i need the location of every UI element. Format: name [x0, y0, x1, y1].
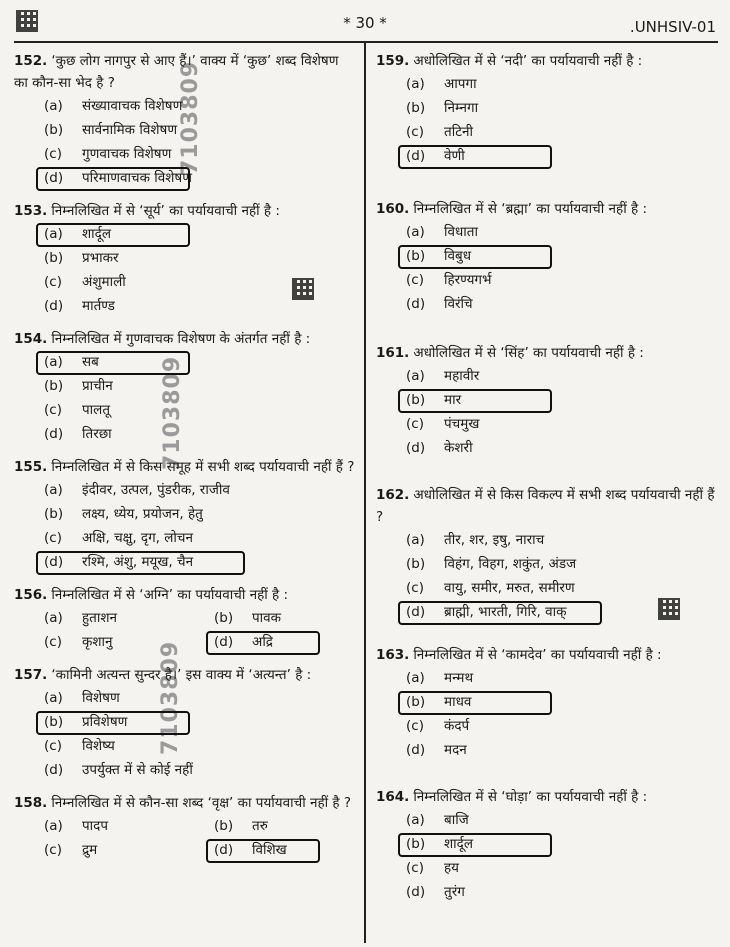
- question-162: 162. अधोलिखित में से किस विकल्प में सभी शब्द पर्यायवाची नहीं हैं ? (a) तीर, शर, इषु, नाराच (b) विहंग, विहग, शकुंत, अंडज (c) वायु, समीर, मरुत, समीरण (d) ब्राह्मी, भारती, गिरि, वाक्: [376, 484, 718, 624]
- option-marked[interactable]: (b) माधव: [376, 690, 718, 714]
- question-159: 159. अधोलिखित में से ‘नदी’ का पर्यायवाची नहीं है : (a) आपगा (b) निम्नगा (c) तटिनी (d) वेणी: [376, 50, 718, 168]
- question-155: 155. निम्नलिखित में से किस समूह में सभी शब्द पर्यायवाची नहीं हैं ? (a) इंदीवर, उत्पल, पुंडरीक, राजीव (b) लक्ष्य, ध्येय, प्रयोजन, हेतु (c) अक्षि, चक्षु, दृग, लोचन (d) रश्मि, अंशु, मयूख, चैन: [14, 456, 356, 574]
- option-marked[interactable]: (b) प्रविशेषण: [14, 710, 356, 734]
- option[interactable]: (a) इंदीवर, उत्पल, पुंडरीक, राजीव: [44, 482, 230, 498]
- question-text: अधोलिखित में से ‘सिंह’ का पर्यायवाची नहीं है :: [413, 345, 644, 361]
- option-marked[interactable]: (b) शार्दूल: [376, 832, 718, 856]
- serial-stamp: 7103809: [178, 60, 203, 175]
- question-164: 164. निम्नलिखित में से ‘घोड़ा’ का पर्यायवाची नहीं है : (a) बाजि (b) शार्दूल (c) हय (d) तुरंग: [376, 786, 718, 904]
- option[interactable]: (b) लक्ष्य, ध्येय, प्रयोजन, हेतु: [44, 506, 203, 522]
- option-marked[interactable]: (b) विबुध: [376, 244, 718, 268]
- question-160: 160. निम्नलिखित में से ‘ब्रह्मा’ का पर्यायवाची नहीं है : (a) विधाता (b) विबुध (c) हिरण्यगर्भ (d) विरंचि: [376, 198, 718, 316]
- option[interactable]: (a) विशेषण: [44, 690, 120, 706]
- question-text: निम्नलिखित में गुणवाचक विशेषण के अंतर्गत नहीं है :: [51, 331, 311, 347]
- option[interactable]: (c) पंचमुख: [406, 416, 480, 432]
- question-157: 157. ‘कामिनी अत्यन्त सुन्दर है।’ इस वाक्य में ‘अत्यन्त’ है : (a) विशेषण (b) प्रविशेषण (c) विशेष्य (d) उपर्युक्त में से कोई नहीं: [14, 664, 356, 782]
- option[interactable]: (d) मार्तण्ड: [44, 298, 115, 314]
- option[interactable]: (a) मन्मथ: [406, 670, 474, 686]
- option-marked[interactable]: (d) वेणी: [376, 144, 718, 168]
- column-divider: [364, 43, 366, 943]
- option-marked[interactable]: (d) अद्रि: [184, 630, 354, 654]
- serial-stamp: 7103809: [160, 355, 185, 470]
- option[interactable]: (b) निम्नगा: [406, 100, 479, 116]
- question-text: अधोलिखित में से ‘नदी’ का पर्यायवाची नहीं है :: [413, 53, 643, 69]
- question-text: निम्नलिखित में से कौन-सा शब्द ‘वृक्ष’ का पर्यायवाची नहीं है ?: [51, 795, 352, 811]
- option[interactable]: (c) वायु, समीर, मरुत, समीरण: [406, 580, 575, 596]
- option[interactable]: (d) मदन: [406, 742, 467, 758]
- header-divider: [14, 41, 718, 43]
- option[interactable]: (c) हिरण्यगर्भ: [406, 272, 492, 288]
- option-marked[interactable]: (d) रश्मि, अंशु, मयूख, चैन: [14, 550, 356, 574]
- option[interactable]: (a) महावीर: [406, 368, 480, 384]
- left-column: [14, 50, 356, 872]
- option[interactable]: (c) कंदर्प: [406, 718, 470, 734]
- question-text: निम्नलिखित में से ‘कामदेव’ का पर्यायवाची नहीं है :: [413, 647, 662, 663]
- option[interactable]: (d) तिरछा: [44, 426, 112, 442]
- option-marked[interactable]: (b) मार: [376, 388, 718, 412]
- option[interactable]: (b) प्राचीन: [44, 378, 113, 394]
- option[interactable]: (d) केशरी: [406, 440, 473, 456]
- option[interactable]: (c) विशेष्य: [44, 738, 115, 754]
- option[interactable]: (d) विरंचि: [406, 296, 473, 312]
- option[interactable]: (b) प्रभाकर: [44, 250, 119, 266]
- question-153: 153. निम्नलिखित में से ‘सूर्य’ का पर्यायवाची नहीं है : (a) शार्दूल (b) प्रभाकर (c) अंशुमाली (d) मार्तण्ड: [14, 200, 356, 318]
- question-text: निम्नलिखित में से ‘सूर्य’ का पर्यायवाची नहीं है :: [51, 203, 280, 219]
- option[interactable]: (a) हुताशन: [44, 610, 118, 626]
- question-163: 163. निम्नलिखित में से ‘कामदेव’ का पर्यायवाची नहीं है : (a) मन्मथ (b) माधव (c) कंदर्प (d) मदन: [376, 644, 718, 762]
- option[interactable]: (d) तुरंग: [406, 884, 465, 900]
- option[interactable]: (b) तरु: [214, 818, 268, 834]
- right-column: [376, 50, 718, 914]
- option[interactable]: (b) सार्वनामिक विशेषण: [44, 122, 178, 138]
- option[interactable]: (d) उपर्युक्त में से कोई नहीं: [44, 762, 193, 778]
- option[interactable]: (c) गुणवाचक विशेषण: [44, 146, 172, 162]
- option[interactable]: (a) पादप: [44, 818, 109, 834]
- option[interactable]: (c) द्रुम: [44, 842, 98, 858]
- question-152: 152. ‘कुछ लोग नागपुर से आए हैं।’ वाक्य में ‘कुछ’ शब्द विशेषण का कौन-सा भेद है ? (a) संख्यावाचक विशेषण (b) सार्वनामिक विशेषण (c) गुणवाचक विशेषण (d) परिमाणवाचक विशेषण: [14, 50, 356, 190]
- question-text: ‘कुछ लोग नागपुर से आए हैं।’ वाक्य में ‘कुछ’ शब्द विशेषण का कौन-सा भेद है ?: [14, 53, 339, 91]
- question-154: 154. निम्नलिखित में गुणवाचक विशेषण के अंतर्गत नहीं है : (a) सब (b) प्राचीन (c) पालतू (d) तिरछा: [14, 328, 356, 446]
- option[interactable]: (a) आपगा: [406, 76, 477, 92]
- option[interactable]: (c) तटिनी: [406, 124, 473, 140]
- question-text: ‘कामिनी अत्यन्त सुन्दर है।’ इस वाक्य में ‘अत्यन्त’ है :: [51, 667, 312, 683]
- question-text: निम्नलिखित में से ‘घोड़ा’ का पर्यायवाची नहीं है :: [413, 789, 648, 805]
- question-156: 156. निम्नलिखित में से ‘अग्नि’ का पर्यायवाची नहीं है : (a) हुताशन (b) पावक (c) कृशानु (d) अद्रि: [14, 584, 356, 654]
- option[interactable]: (a) संख्यावाचक विशेषण: [44, 98, 183, 114]
- question-text: निम्नलिखित में से ‘अग्नि’ का पर्यायवाची नहीं है :: [51, 587, 289, 603]
- question-text: अधोलिखित में से किस विकल्प में सभी शब्द पर्यायवाची नहीं हैं ?: [376, 487, 715, 525]
- option[interactable]: (c) हय: [406, 860, 459, 876]
- option-marked[interactable]: (a) शार्दूल: [14, 222, 356, 246]
- option[interactable]: (c) पालतू: [44, 402, 111, 418]
- option[interactable]: (b) पावक: [214, 610, 282, 626]
- paper-code: .UNHSIV-01: [629, 18, 716, 36]
- option-marked[interactable]: (d) विशिख: [184, 838, 354, 862]
- option[interactable]: (a) विधाता: [406, 224, 478, 240]
- option[interactable]: (c) अंशुमाली: [44, 274, 126, 290]
- option-marked[interactable]: (a) सब: [14, 350, 356, 374]
- option-marked[interactable]: (d) परिमाणवाचक विशेषण: [14, 166, 356, 190]
- option-marked[interactable]: (d) ब्राह्मी, भारती, गिरि, वाक्: [376, 600, 718, 624]
- question-158: 158. निम्नलिखित में से कौन-सा शब्द ‘वृक्ष’ का पर्यायवाची नहीं है ? (a) पादप (b) तरु (c) द्रुम (d) विशिख: [14, 792, 356, 862]
- option[interactable]: (c) अक्षि, चक्षु, दृग, लोचन: [44, 530, 193, 546]
- option[interactable]: (b) विहंग, विहग, शकुंत, अंडज: [406, 556, 577, 572]
- option[interactable]: (a) तीर, शर, इषु, नाराच: [406, 532, 545, 548]
- question-161: 161. अधोलिखित में से ‘सिंह’ का पर्यायवाची नहीं है : (a) महावीर (b) मार (c) पंचमुख (d) केशरी: [376, 342, 718, 460]
- page-number: * 30 *: [343, 14, 387, 32]
- serial-stamp: 7103809: [158, 640, 183, 755]
- question-text: निम्नलिखित में से किस समूह में सभी शब्द पर्यायवाची नहीं हैं ?: [51, 459, 355, 475]
- option[interactable]: (a) बाजि: [406, 812, 469, 828]
- page-header: [0, 0, 730, 40]
- question-text: निम्नलिखित में से ‘ब्रह्मा’ का पर्यायवाची नहीं है :: [413, 201, 647, 217]
- option[interactable]: (c) कृशानु: [44, 634, 113, 650]
